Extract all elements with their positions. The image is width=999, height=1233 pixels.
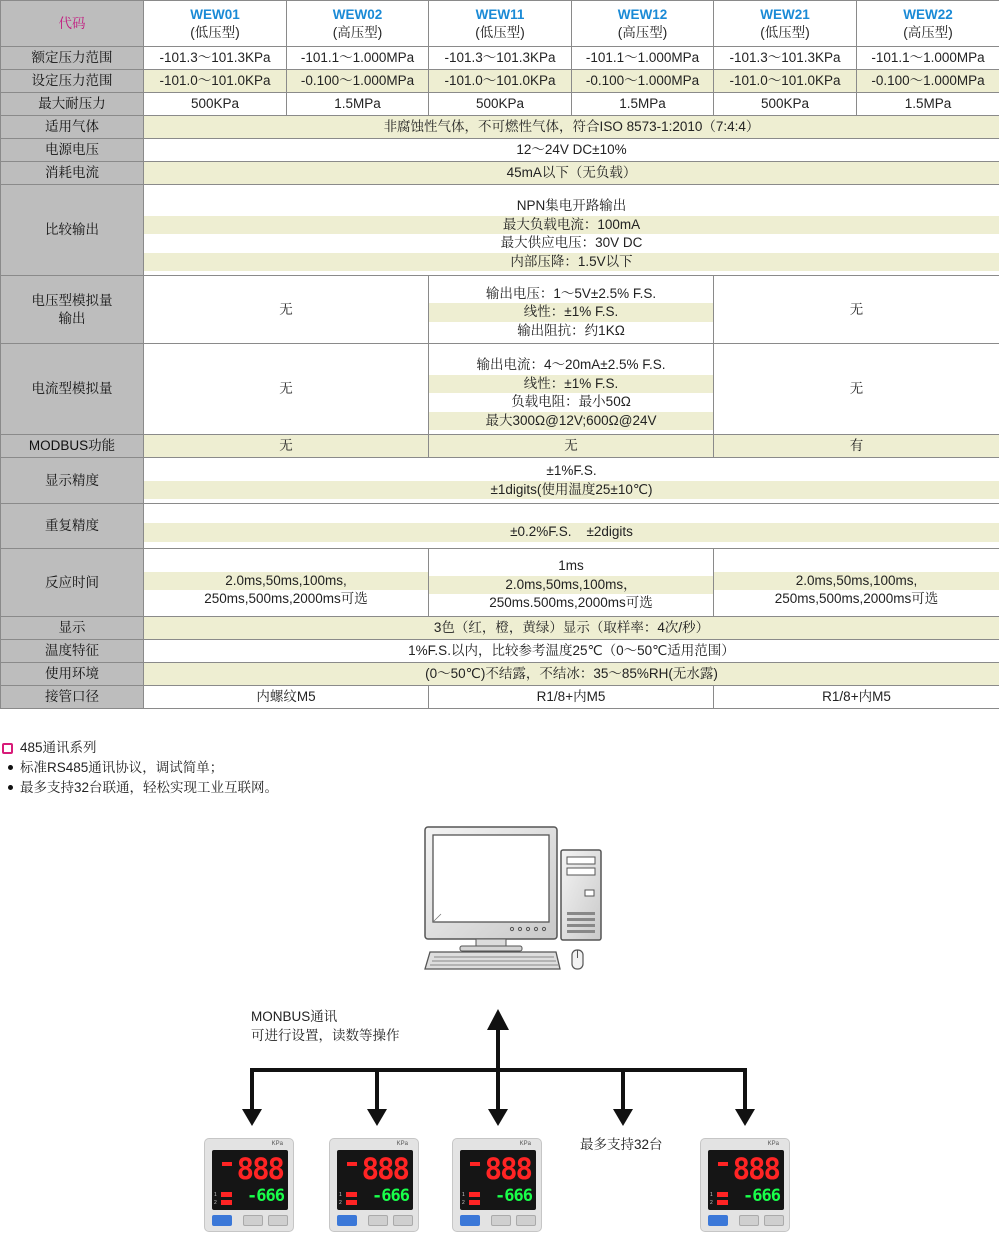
model-code: WEW02: [332, 6, 383, 22]
row-label: 消耗电流: [1, 162, 144, 185]
model-type: (高压型): [617, 24, 668, 40]
voltage-analog-row: [1, 276, 999, 344]
arrow-down-icon: [367, 1109, 387, 1126]
model-code: WEW21: [760, 6, 810, 22]
arrow-down-icon: [613, 1109, 633, 1126]
main-readout: 888: [361, 1152, 408, 1186]
minus-indicator: [222, 1162, 232, 1166]
minus-indicator: [718, 1162, 728, 1166]
table-cell: 有: [714, 435, 999, 458]
channel-label: 2: [339, 1200, 342, 1206]
section-marker-icon: [2, 743, 13, 754]
row-label: MODBUS功能: [1, 435, 144, 458]
cell-line: 最大300Ω@12V;600Ω@24V: [429, 412, 713, 431]
output-indicator: [221, 1200, 232, 1205]
table-cell: 1.5MPa: [572, 93, 714, 116]
comm-note: [251, 1007, 400, 1045]
table-cell: 1.5MPa: [287, 93, 429, 116]
model-type: (低压型): [475, 24, 525, 40]
table-cell: -101.3～101.3KPa: [144, 47, 287, 70]
bullet-text: 最多支持32台联通，轻松实现工业互联网。: [20, 780, 279, 795]
table-cell: 无: [144, 276, 429, 344]
model-header: [144, 1, 287, 47]
channel-label: 2: [710, 1200, 713, 1206]
mode-button: [212, 1215, 232, 1226]
table-cell: -101.0～101.0KPa: [714, 70, 857, 93]
comm-line: 可进行设置，读数等操作: [251, 1028, 400, 1043]
table-cell: 500KPa: [714, 93, 857, 116]
output-indicator: [469, 1192, 480, 1197]
port-row: [1, 686, 999, 709]
response-row: [1, 549, 999, 617]
cell-line: ±1%F.S.: [546, 463, 597, 478]
arrow-down-icon: [735, 1109, 755, 1126]
network-diagram: [0, 820, 999, 1233]
header-row: [1, 1, 999, 47]
table-cell: 45mA以下（无负载）: [144, 162, 999, 185]
cell-line: 1ms: [558, 558, 584, 574]
unit-label: KPa: [396, 1141, 408, 1147]
channel-label: 1: [214, 1192, 217, 1198]
cell-line: 内部压降：1.5V以下: [144, 253, 999, 272]
row-label: 反应时间: [1, 549, 144, 617]
row-label: 显示精度: [1, 458, 144, 504]
model-header: [572, 1, 714, 47]
pressure-switch-device: [329, 1138, 419, 1232]
cell-line: 线性：±1% F.S.: [429, 303, 713, 322]
model-code: WEW01: [190, 6, 240, 22]
row-label: 接管口径: [1, 686, 144, 709]
sub-readout: -666: [372, 1186, 409, 1206]
cell-line: NPN集电开路输出: [516, 198, 627, 213]
row-label: 使用环境: [1, 663, 144, 686]
table-cell: [144, 504, 999, 549]
set-pressure-row: [1, 70, 999, 93]
series-section: [0, 738, 278, 798]
table-cell: 无: [144, 344, 429, 435]
cell-line: 输出阻抗：约1KΩ: [517, 322, 625, 338]
table-cell: -101.1～1.000MPa: [287, 47, 429, 70]
table-cell: 内螺纹M5: [144, 686, 429, 709]
mode-button: [460, 1215, 480, 1226]
sub-readout: -666: [495, 1186, 532, 1206]
model-type: (高压型): [332, 24, 383, 40]
cell-line: 2.0ms,50ms,100ms,: [714, 572, 999, 591]
model-type: (高压型): [903, 24, 953, 40]
model-type: (低压型): [190, 24, 240, 40]
table-cell: 无: [714, 276, 999, 344]
list-item: [0, 778, 278, 798]
cell-line: 最大负载电流：100mA: [144, 216, 999, 235]
cell-line: 250ms.500ms,2000ms可选: [489, 595, 653, 611]
device-screen: [708, 1150, 784, 1210]
pressure-switch-device: [204, 1138, 294, 1232]
bullet-icon: [8, 765, 13, 770]
device-screen: [460, 1150, 536, 1210]
up-button: [243, 1215, 263, 1226]
row-label: 重复精度: [1, 504, 144, 549]
channel-label: 2: [214, 1200, 217, 1206]
table-cell: [429, 344, 714, 435]
channel-label: 2: [462, 1200, 465, 1206]
computer-icon: [425, 827, 601, 969]
mode-button: [337, 1215, 357, 1226]
unit-label: KPa: [519, 1141, 531, 1147]
table-cell: 500KPa: [429, 93, 572, 116]
row-label: 电流型模拟量: [1, 344, 144, 435]
model-header: [287, 1, 429, 47]
model-header: [429, 1, 572, 47]
bullet-icon: [8, 785, 13, 790]
row-label: 显示: [1, 617, 144, 640]
repeatability-row: [1, 504, 999, 549]
table-cell: 500KPa: [144, 93, 287, 116]
table-cell: -101.1～1.000MPa: [572, 47, 714, 70]
row-label: 额定压力范围: [1, 47, 144, 70]
table-cell: -0.100～1.000MPa: [857, 70, 999, 93]
output-indicator: [717, 1200, 728, 1205]
current-row: [1, 162, 999, 185]
device-screen: [212, 1150, 288, 1210]
minus-indicator: [347, 1162, 357, 1166]
table-cell: [144, 549, 429, 617]
cell-line: ±1digits(使用温度25±10℃): [144, 481, 999, 500]
sub-readout: -666: [247, 1186, 284, 1206]
list-item: [0, 758, 278, 778]
cell-line: 负载电阻：最小50Ω: [511, 394, 631, 409]
environment-row: [1, 663, 999, 686]
main-readout: 888: [732, 1152, 779, 1186]
table-cell: 3色（红，橙，黄绿）显示（取样率：4次/秒）: [144, 617, 999, 640]
model-header: [714, 1, 857, 47]
model-type: (低压型): [760, 24, 810, 40]
cell-line: 输出电流：4～20mA±2.5% F.S.: [476, 357, 666, 372]
table-cell: [714, 549, 999, 617]
main-readout: 888: [484, 1152, 531, 1186]
output-indicator: [717, 1192, 728, 1197]
row-label: 电源电压: [1, 139, 144, 162]
table-cell: -0.100～1.000MPa: [572, 70, 714, 93]
arrow-up-icon: [487, 1009, 509, 1030]
table-cell: [144, 458, 999, 504]
table-cell: [429, 549, 714, 617]
row-label-line: 输出: [58, 310, 86, 326]
unit-label: KPa: [271, 1141, 283, 1147]
current-analog-row: [1, 344, 999, 435]
row-label: 设定压力范围: [1, 70, 144, 93]
channel-label: 1: [462, 1192, 465, 1198]
main-readout: 888: [236, 1152, 283, 1186]
channel-label: 1: [339, 1192, 342, 1198]
table-cell: R1/8+内M5: [714, 686, 999, 709]
compare-output-row: [1, 185, 999, 276]
max-pressure-row: [1, 93, 999, 116]
cell-line: 250ms,500ms,2000ms可选: [204, 591, 368, 606]
cell-line: 2.0ms,50ms,100ms，: [429, 576, 713, 595]
arrow-down-icon: [242, 1109, 262, 1126]
minus-indicator: [470, 1162, 480, 1166]
cell-line: 最大供应电压：30V DC: [500, 235, 643, 250]
up-button: [739, 1215, 759, 1226]
table-cell: 非腐蚀性气体，不可燃性气体，符合ISO 8573-1:2010（7:4:4）: [144, 116, 999, 139]
table-cell: 无: [144, 435, 429, 458]
pressure-switch-device: [452, 1138, 542, 1232]
model-code: WEW12: [617, 6, 668, 22]
supply-voltage-row: [1, 139, 999, 162]
cell-line: 250ms,500ms,2000ms可选: [774, 591, 939, 606]
bullet-text: 标准RS485通讯协议，调试简单；: [20, 760, 224, 775]
down-button: [516, 1215, 536, 1226]
pressure-switch-device: [700, 1138, 790, 1232]
table-cell: 1.5MPa: [857, 93, 999, 116]
table-cell: R1/8+内M5: [429, 686, 714, 709]
table-cell: 12～24V DC±10%: [144, 139, 999, 162]
table-cell: -101.3～101.3KPa: [429, 47, 572, 70]
output-indicator: [469, 1200, 480, 1205]
cell-line: 线性：±1% F.S.: [429, 375, 713, 394]
sub-readout: -666: [743, 1186, 780, 1206]
row-label: 温度特征: [1, 640, 144, 663]
accuracy-row: [1, 458, 999, 504]
output-indicator: [346, 1200, 357, 1205]
comm-line: MONBUS通讯: [251, 1009, 338, 1024]
cell-line: ±0.2%F.S. ±2digits: [144, 523, 999, 542]
table-cell: 无: [714, 344, 999, 435]
arrow-down-icon: [488, 1109, 508, 1126]
up-button: [491, 1215, 511, 1226]
device-screen: [337, 1150, 413, 1210]
table-cell: 无: [429, 435, 714, 458]
table-cell: -101.0～101.0KPa: [429, 70, 572, 93]
output-indicator: [221, 1192, 232, 1197]
display-row: [1, 617, 999, 640]
output-indicator: [346, 1192, 357, 1197]
table-cell: -101.0～101.0KPa: [144, 70, 287, 93]
channel-label: 1: [710, 1192, 713, 1198]
series-title: 485通讯系列: [20, 740, 97, 755]
modbus-row: [1, 435, 999, 458]
model-code: WEW22: [903, 6, 953, 22]
model-header: [857, 1, 999, 47]
row-label: 最大耐压力: [1, 93, 144, 116]
gas-row: [1, 116, 999, 139]
rated-pressure-row: [1, 47, 999, 70]
table-cell: [144, 185, 999, 276]
down-button: [268, 1215, 288, 1226]
unit-label: KPa: [767, 1141, 779, 1147]
table-cell: -0.100～1.000MPa: [287, 70, 429, 93]
row-label-line: 电压型模拟量: [31, 292, 113, 308]
up-button: [368, 1215, 388, 1226]
table-cell: [429, 276, 714, 344]
table-cell: 1%F.S.以内，比较参考温度25℃（0～50℃适用范围）: [144, 640, 999, 663]
code-label: 代码: [1, 1, 144, 47]
cell-line: 输出电压：1～5V±2.5% F.S.: [485, 285, 657, 301]
table-cell: -101.1～1.000MPa: [857, 47, 999, 70]
row-label: 比较输出: [1, 185, 144, 276]
model-code: WEW11: [475, 6, 525, 22]
temperature-row: [1, 640, 999, 663]
table-cell: -101.3～101.3KPa: [714, 47, 857, 70]
series-heading: [0, 738, 278, 758]
down-button: [393, 1215, 413, 1226]
mode-button: [708, 1215, 728, 1226]
max-devices-label: 最多支持32台: [580, 1137, 663, 1152]
row-label: [1, 276, 144, 344]
table-cell: (0～50℃)不结露，不结冰：35～85%RH(无水露): [144, 663, 999, 686]
down-button: [764, 1215, 784, 1226]
cell-line: 2.0ms,50ms,100ms,: [144, 572, 428, 591]
row-label: 适用气体: [1, 116, 144, 139]
